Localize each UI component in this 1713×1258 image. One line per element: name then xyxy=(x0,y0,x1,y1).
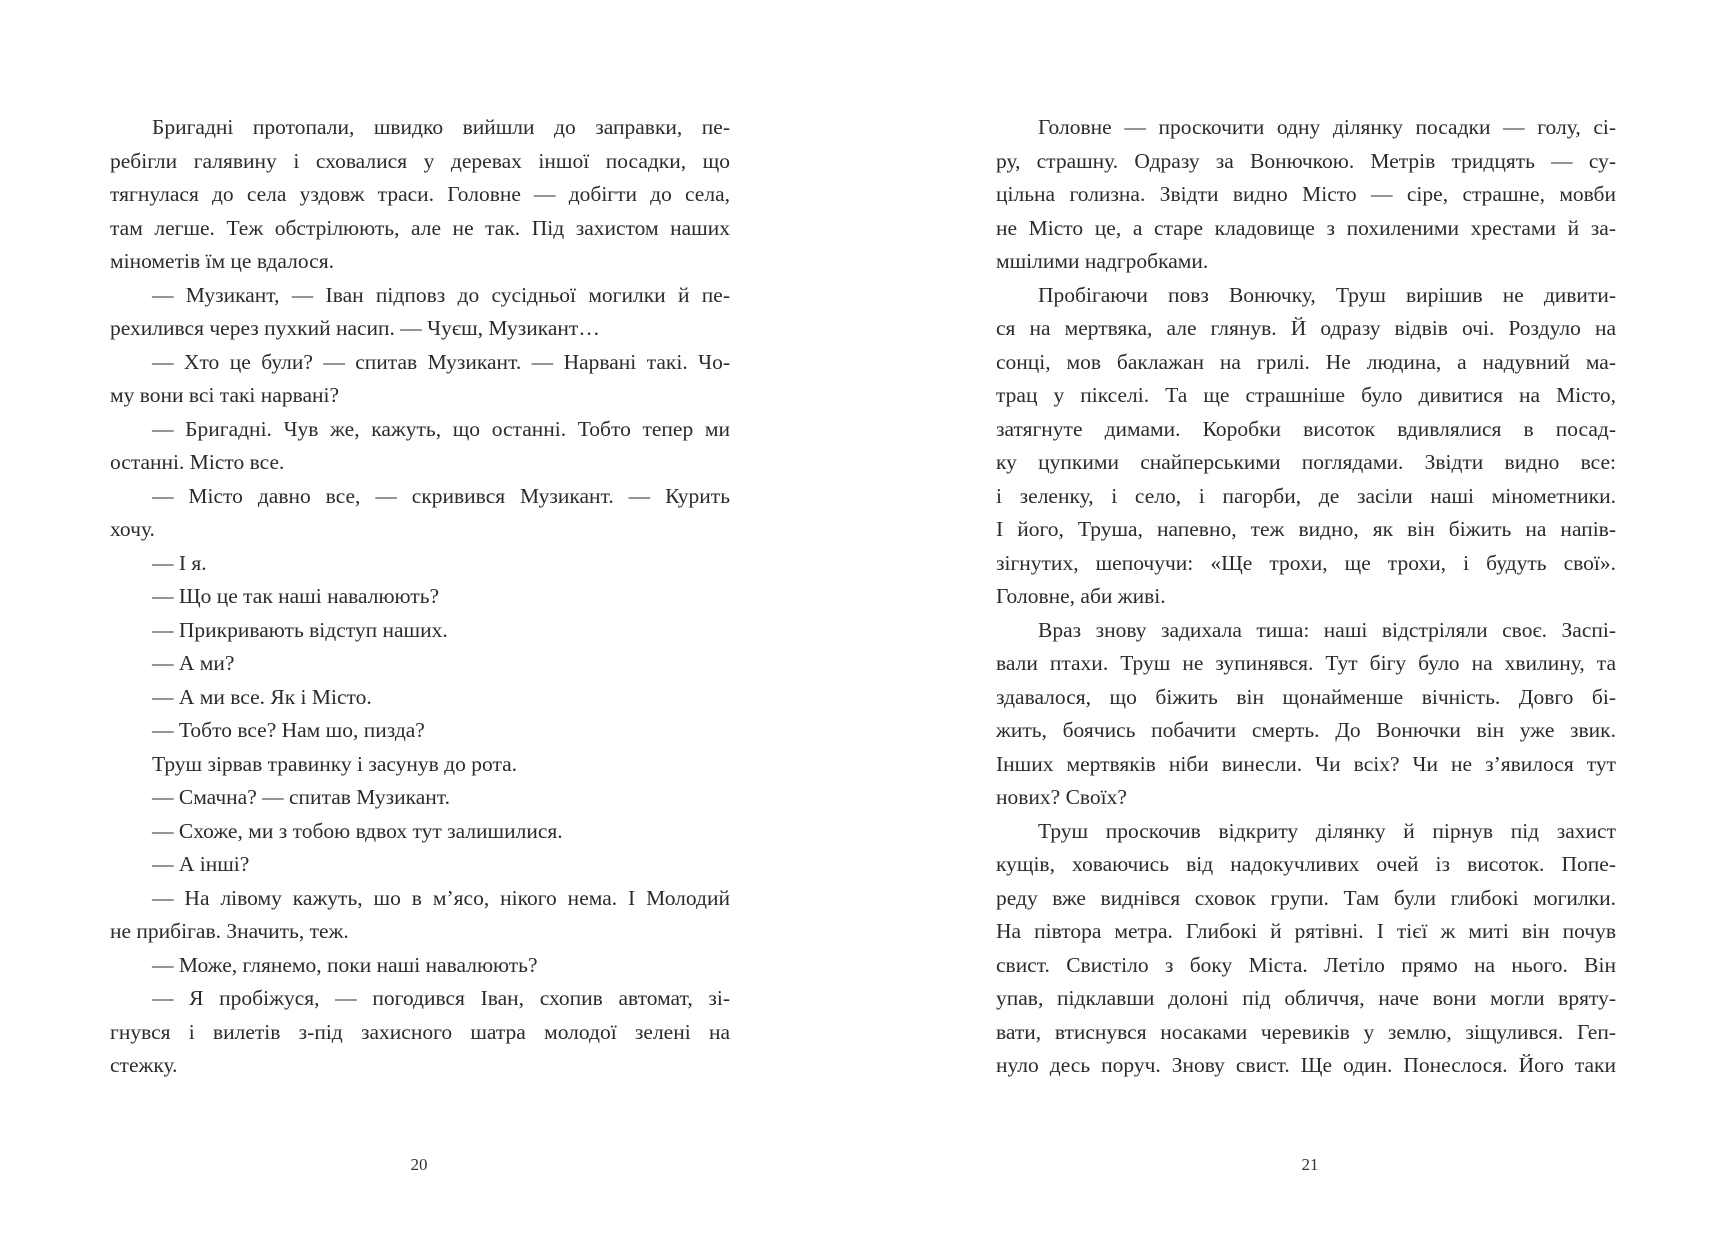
text-line: Враз знову задихала тиша: наші відстріляли своє. Заспі- xyxy=(1038,617,1616,642)
text-line: Головне — проскочити одну ділянку посадки — голу, сі- xyxy=(1038,115,1616,139)
text-line: сонці, мов баклажан на грилі. Не людина, а надувний ма- xyxy=(996,349,1616,374)
text-line: — Схоже, ми з тобою вдвох тут залишилися. xyxy=(152,818,563,843)
text-line: мінометів їм це вдалося. xyxy=(110,249,334,273)
text-line: Труш проскочив відкриту ділянку й пірнув під захист xyxy=(1038,818,1616,843)
text-line: — А ми? xyxy=(152,651,235,675)
text-line: кущів, ховаючись від надокучливих очей із висоток. Попе- xyxy=(996,852,1616,876)
text-line: не прибігав. Значить, теж. xyxy=(110,919,349,943)
text-line: ребігли галявину і сховалися у деревах іншої посадки, що xyxy=(110,148,730,173)
text-line: останні. Місто все. xyxy=(110,450,285,474)
text-line: — Смачна? — спитав Музикант. xyxy=(152,785,450,809)
text-line: стежку. xyxy=(110,1053,178,1077)
text-line: — Тобто все? Нам шо, пизда? xyxy=(152,718,425,742)
page-number-left: 20 xyxy=(410,1155,428,1174)
right-page-text xyxy=(996,111,1616,1083)
text-line: мшілими надгробками. xyxy=(996,249,1209,273)
text-line: і зеленку, і село, і пагорби, де засіли наші мінометники. xyxy=(996,483,1616,508)
text-line: Труш зірвав травинку і засунув до рота. xyxy=(152,751,518,776)
text-line: І його, Труша, напевно, теж видно, як він біжить на напів- xyxy=(996,517,1616,541)
text-line: ку цупкими снайперськими поглядами. Звідти видно все: xyxy=(996,450,1616,474)
text-line: — А інші? xyxy=(152,852,250,876)
text-line: вати, втиснувся носаками черевиків у землю, зіщулився. Геп- xyxy=(996,1019,1616,1044)
text-line: тягнулася до села уздовж траси. Головне — добігти до села, xyxy=(110,182,730,206)
text-line: трац у пікселі. Та ще страшніше було дивитися на Місто, xyxy=(996,383,1616,407)
text-line: му вони всі такі нарвані? xyxy=(110,383,340,407)
text-line: гнувся і вилетів з-під захисного шатра молодої зелені на xyxy=(110,1019,730,1044)
text-line: затягнуте димами. Коробки висоток вдивлялися в посад- xyxy=(996,416,1616,441)
text-line: — Що це так наші навалюють? xyxy=(152,584,440,608)
text-line: нуло десь поруч. Знову свист. Ще один. Понеслося. Його таки xyxy=(996,1053,1616,1077)
text-line: ся на мертвяка, але глянув. Й одразу відвів очі. Роздуло на xyxy=(996,316,1616,340)
text-line: — І я. xyxy=(152,550,207,575)
text-line: — Хто це були? — спитав Музикант. — Нарвані такі. Чо- xyxy=(152,349,730,374)
text-line: цільна голизна. Звідти видно Місто — сіре, страшне, мовби xyxy=(996,182,1616,206)
text-line: — Бригадні. Чув же, кажуть, що останні. Тобто тепер ми xyxy=(152,416,730,441)
text-line: — Може, глянемо, поки наші навалюють? xyxy=(152,952,538,977)
text-line: не Місто це, а старе кладовище з похиленими хрестами й за- xyxy=(996,215,1616,240)
text-line: — На лівому кажуть, шо в м’ясо, нікого нема. І Молодий xyxy=(152,885,730,910)
left-page xyxy=(0,0,856,1258)
text-line: здавалося, що біжить він щонайменше вічність. Довго бі- xyxy=(996,684,1616,709)
text-line: — Музикант, — Іван підповз до сусідньої могилки й пе- xyxy=(152,282,730,307)
text-line: — А ми все. Як і Місто. xyxy=(152,684,372,709)
text-line: Бригадні протопали, швидко вийшли до заправки, пе- xyxy=(152,115,730,139)
text-line: упав, підклавши долоні під обличчя, наче вони могли вряту- xyxy=(996,986,1616,1010)
text-line: На півтора метра. Глибокі й рятівні. І тієї ж миті він почув xyxy=(996,919,1616,943)
text-line: свист. Свистіло з боку Міста. Летіло прямо на нього. Він xyxy=(996,952,1616,977)
right-page xyxy=(856,0,1713,1258)
text-line: — Прикривають відступ наших. xyxy=(152,617,448,642)
text-line: рехилився через пухкий насип. — Чуєш, Музикант… xyxy=(110,316,600,340)
text-line: Пробігаючи повз Вонючку, Труш вирішив не дивити- xyxy=(1038,282,1616,307)
text-line: Інших мертвяків ніби винесли. Чи всіх? Чи не з’явилося тут xyxy=(996,751,1616,776)
text-line: хочу. xyxy=(110,517,155,541)
text-line: Головне, аби живі. xyxy=(996,584,1166,608)
left-page-text xyxy=(110,111,730,1083)
page-number-right: 21 xyxy=(1301,1155,1319,1174)
text-line: зігнутих, шепочучи: «Ще трохи, ще трохи, і будуть свої». xyxy=(996,550,1616,575)
text-line: вали птахи. Труш не зупинявся. Тут бігу було на хвилину, та xyxy=(996,651,1616,675)
text-line: нових? Своїх? xyxy=(996,785,1127,809)
text-line: там легше. Теж обстрілюють, але не так. Під захистом наших xyxy=(110,215,730,240)
text-line: ру, страшну. Одразу за Вонючкою. Метрів тридцять — су- xyxy=(996,148,1616,173)
text-line: реду вже виднівся сховок групи. Там були глибокі могилки. xyxy=(996,885,1616,910)
text-line: жить, боячись побачити смерть. До Вонючки він уже звик. xyxy=(996,718,1616,742)
text-line: — Місто давно все, — скривився Музикант. — Курить xyxy=(152,483,730,508)
text-line: — Я пробіжуся, — погодився Іван, схопив автомат, зі- xyxy=(152,986,730,1010)
